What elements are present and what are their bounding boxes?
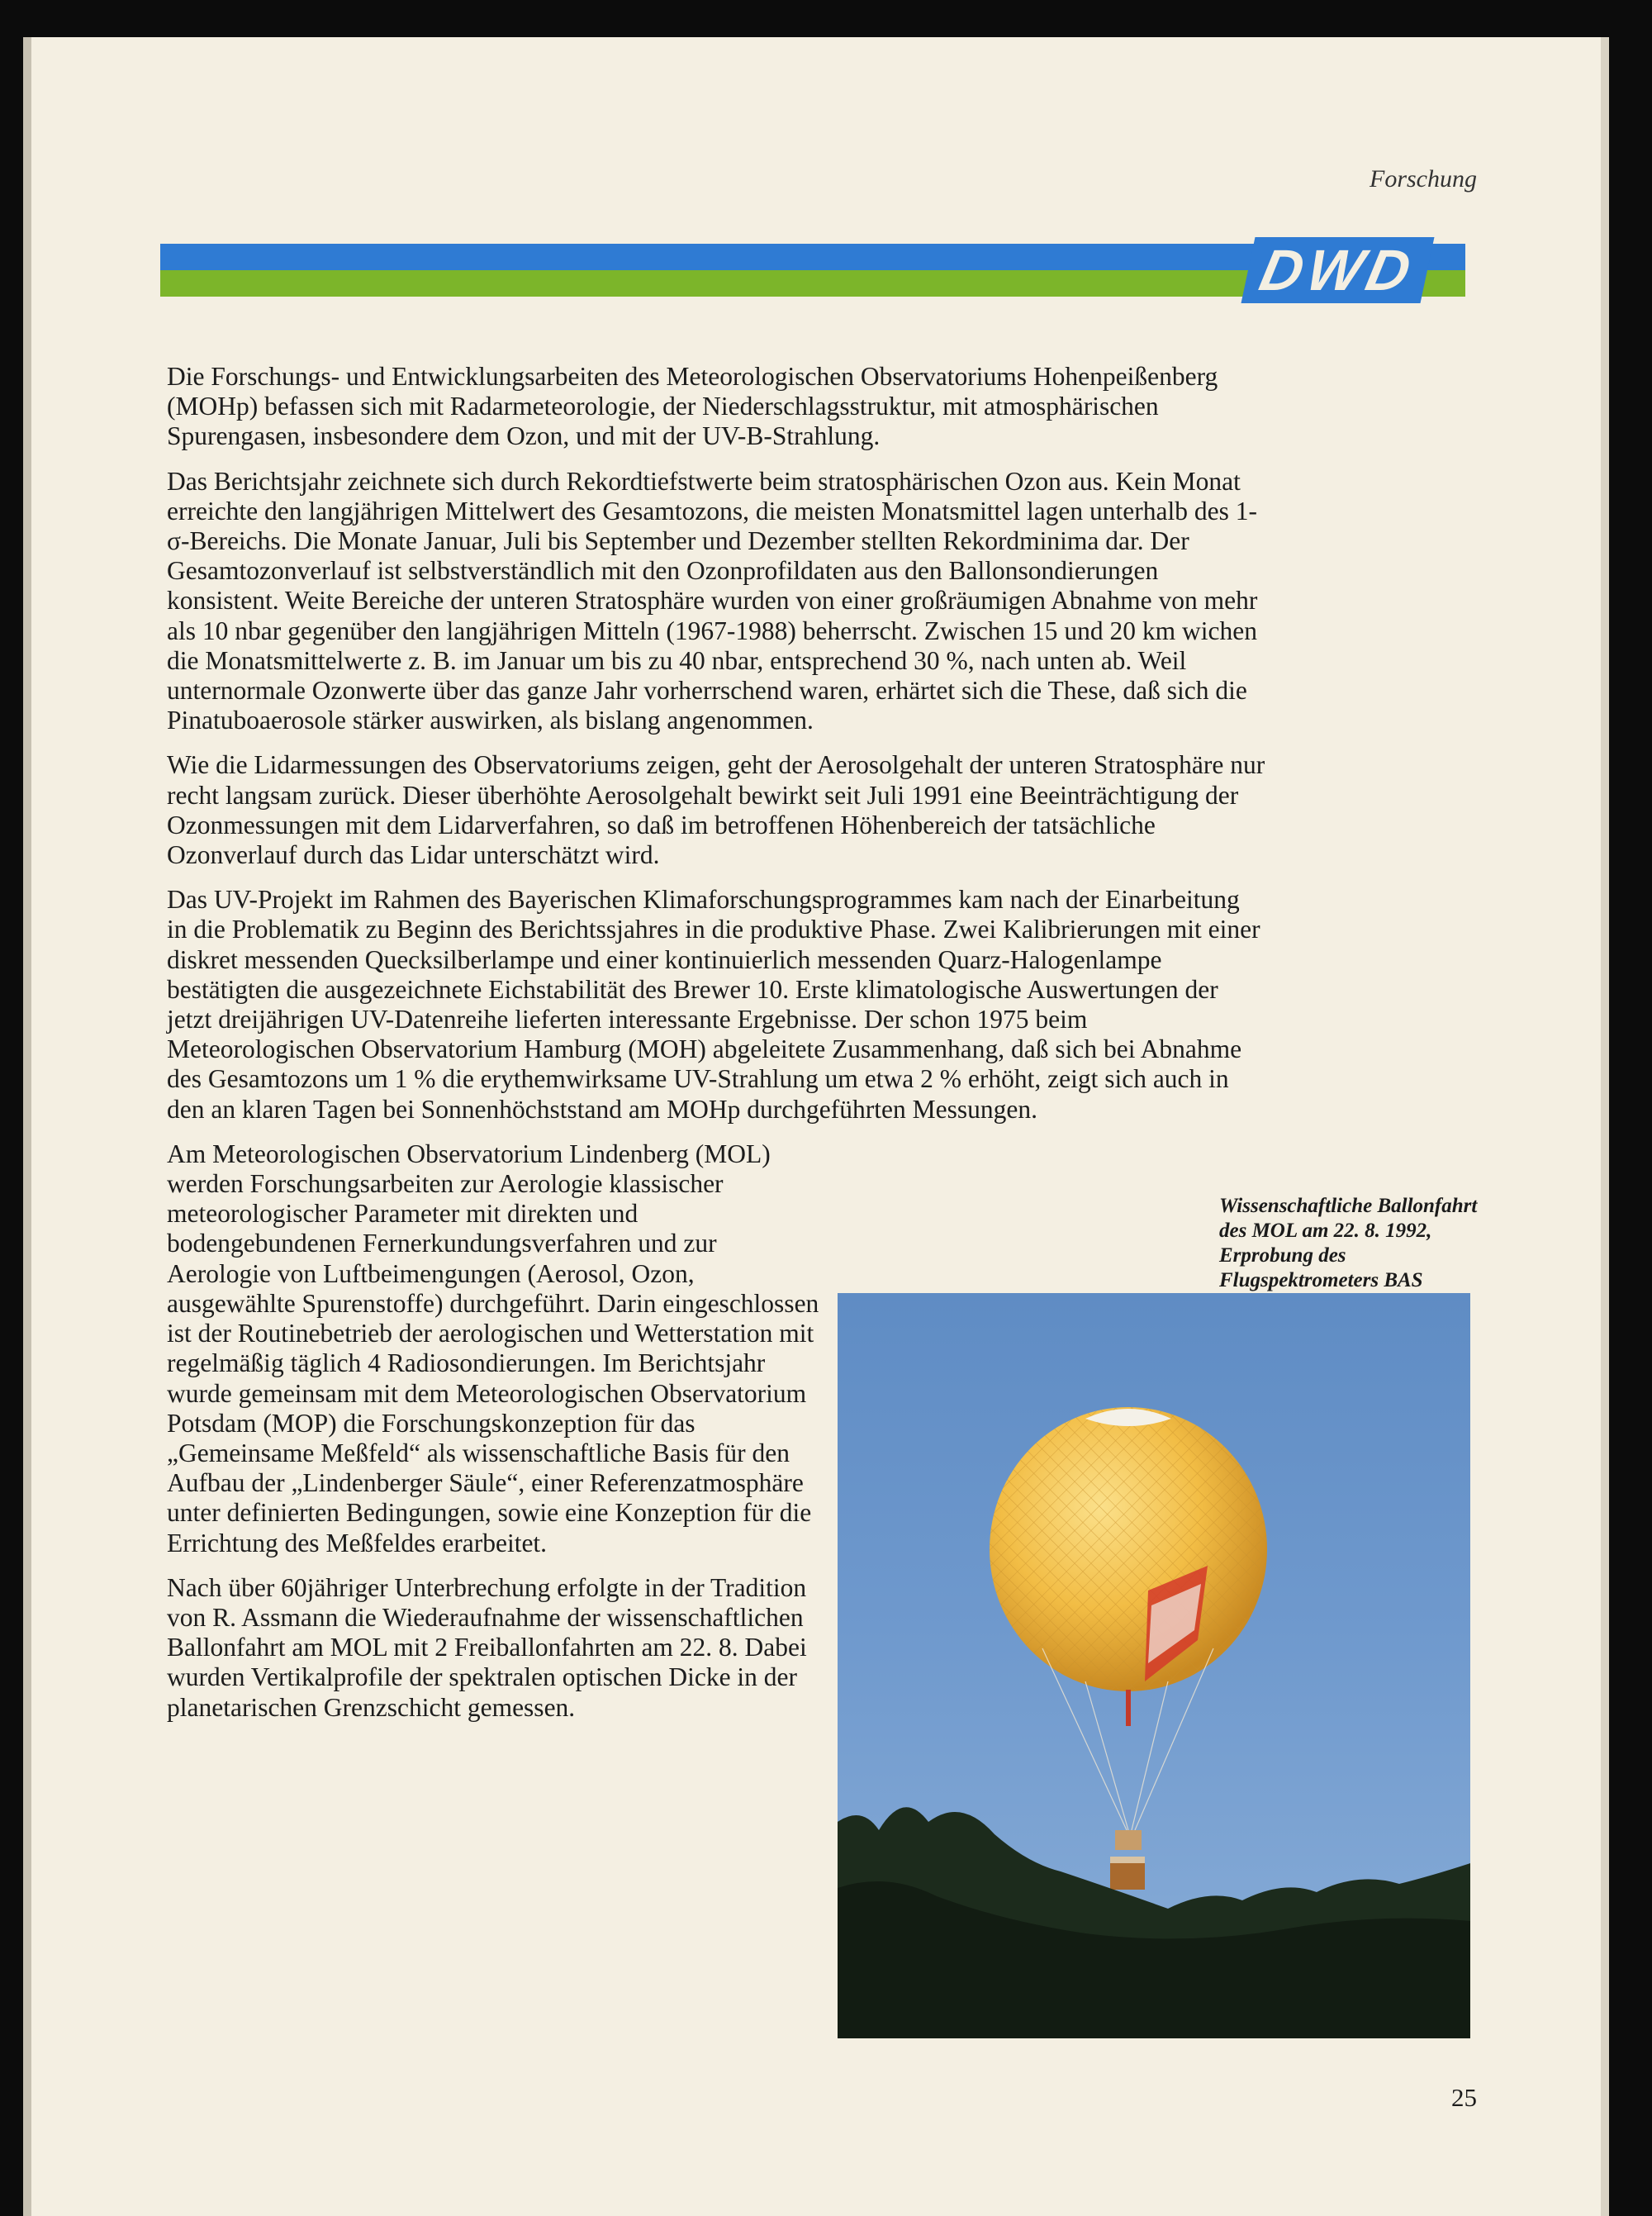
paragraph-mol-research: Am Meteorologischen Observatorium Lindenberg (MOL) werden Forschungsarbeiten zur Aerologie klassischer meteorologischer Parameter mit direkten und bodengebundenen Fernerkundungsverfahren und zur Aerologie von Luftbeimengungen (Aerosol, Ozon, ausgewählte Spurenstoffe) durchgeführt. Darin eingeschlossen ist der Routinebetrieb der aerologischen und Wetterstation mit regelmäßig täglich 4 Radiosondierungen. Im Berichtsjahr wurde gemeinsam mit dem Meteorologischen Observatorium Potsdam (MOP) die Forschungskonzeption für das „Gemeinsame Meßfeld“ als wissenschaftliche Basis für den Aufbau der „Lindenberger Säule“, einer Referenzatmosphäre unter definierten Bedingungen, sowie eine Konzeption für die Errichtung des Meßfeldes erarbeitet. — [167, 1139, 819, 1557]
paragraph-uv-project: Das UV-Projekt im Rahmen des Bayerischen Klimaforschungsprogrammes kam nach der Einarbeitung in die Problematik zu Beginn des Berichtssjahres in die produktive Phase. Zwei Kalibrierungen mit einer diskret messenden Quecksilberlampe und einer kontinuierlich messenden Quarz-Halogenlampe bestätigten die ausgezeichnete Eichstabilität des Brewer 10. Erste klimatologische Auswertungen der jetzt dreijährigen UV-Datenreihe lieferten interessante Ergebnisse. Der schon 1975 beim Meteorologischen Observatorium Hamburg (MOH) abgeleitete Zusammenhang, daß sich bei Abnahme des Gesamtozons um 1 % die erythemwirksame UV-Strahlung um etwa 2 % erhöht, zeigt sich auch in den an klaren Tagen bei Sonnenhöchststand am MOHp durchgeführten Messungen. — [167, 885, 1260, 1124]
dwd-logo: DWD — [1241, 237, 1434, 303]
page-edge — [1601, 37, 1609, 2216]
balloon-photo — [838, 1293, 1470, 2038]
paragraph-lidar: Wie die Lidarmessungen des Observatoriums zeigen, geht der Aerosolgehalt der unteren Stratosphäre nur recht langsam zurück. Dieser überhöhte Aerosolgehalt bewirkt seit Juli 1991 eine Beeinträchtigung der Ozonmessungen mit dem Lidarverfahren, so daß im betroffenen Höhenbereich der tatsächliche Ozonverlauf durch das Lidar unterschätzt wird. — [167, 750, 1265, 870]
page — [23, 37, 1609, 2216]
balloon-illustration — [838, 1293, 1470, 2038]
paragraph-balloon-flight: Nach über 60jähriger Unterbrechung erfolgte in der Tradition von R. Assmann die Wiederaufnahme der wissenschaftlichen Ballonfahrt am MOL mit 2 Freiballonfahrten am 22. 8. Dabei wurden Vertikalprofile der spektralen optischen Dicke in der planetarischen Grenzschicht gemessen. — [167, 1572, 807, 1722]
section-label: Forschung — [1370, 165, 1477, 193]
binding-edge — [23, 37, 31, 2216]
basket-rim — [1110, 1857, 1145, 1863]
figure-caption: Wissenschaftliche Ballonfahrt des MOL am 22. 8. 1992, Erprobung des Flugspektrometers BAS — [1219, 1195, 1478, 1291]
page-number: 25 — [1451, 2083, 1477, 2112]
paragraph-mohp-intro: Die Forschungs- und Entwicklungsarbeiten des Meteorologischen Observatoriums Hohenpeißenberg (MOHp) befassen sich mit Radarmeteorologie, der Niederschlagsstruktur, mit atmosphärischen Spurengasen, insbesondere dem Ozon, und mit der UV-B-Strahlung. — [167, 362, 1218, 451]
balloon-appendix — [1126, 1690, 1131, 1726]
header-band — [160, 238, 1465, 302]
balloon-net — [990, 1407, 1267, 1691]
balloon-load-ring — [1115, 1830, 1142, 1850]
paragraph-ozone-record: Das Berichtsjahr zeichnete sich durch Rekordtiefstwerte beim stratosphärischen Ozon aus. Kein Monat erreichte den langjährigen Mittelwert des Gesamtozons, die meisten Monatsmittel lagen unterhalb des 1-σ-Bereichs. Die Monate Januar, Juli bis September und Dezember stellten Rekordminima dar. Der Gesamtozonverlauf ist selbstverständlich mit den Ozonprofildaten aus den Ballonsondierungen konsistent. Weite Bereiche der unteren Stratosphäre wurden von einer großräumigen Abnahme von mehr als 10 nbar gegenüber den langjährigen Mitteln (1967-1988) beherrscht. Zwischen 15 und 20 km wichen die Monatsmittelwerte z. B. im Januar um bis zu 40 nbar, entsprechend 30 %, nach unten ab. Weil unternormale Ozonwerte über das ganze Jahr vorherrschend waren, erhärtet sich die These, daß sich die Pinatuboaerosole stärker auswirken, als bislang angenommen. — [167, 466, 1258, 735]
